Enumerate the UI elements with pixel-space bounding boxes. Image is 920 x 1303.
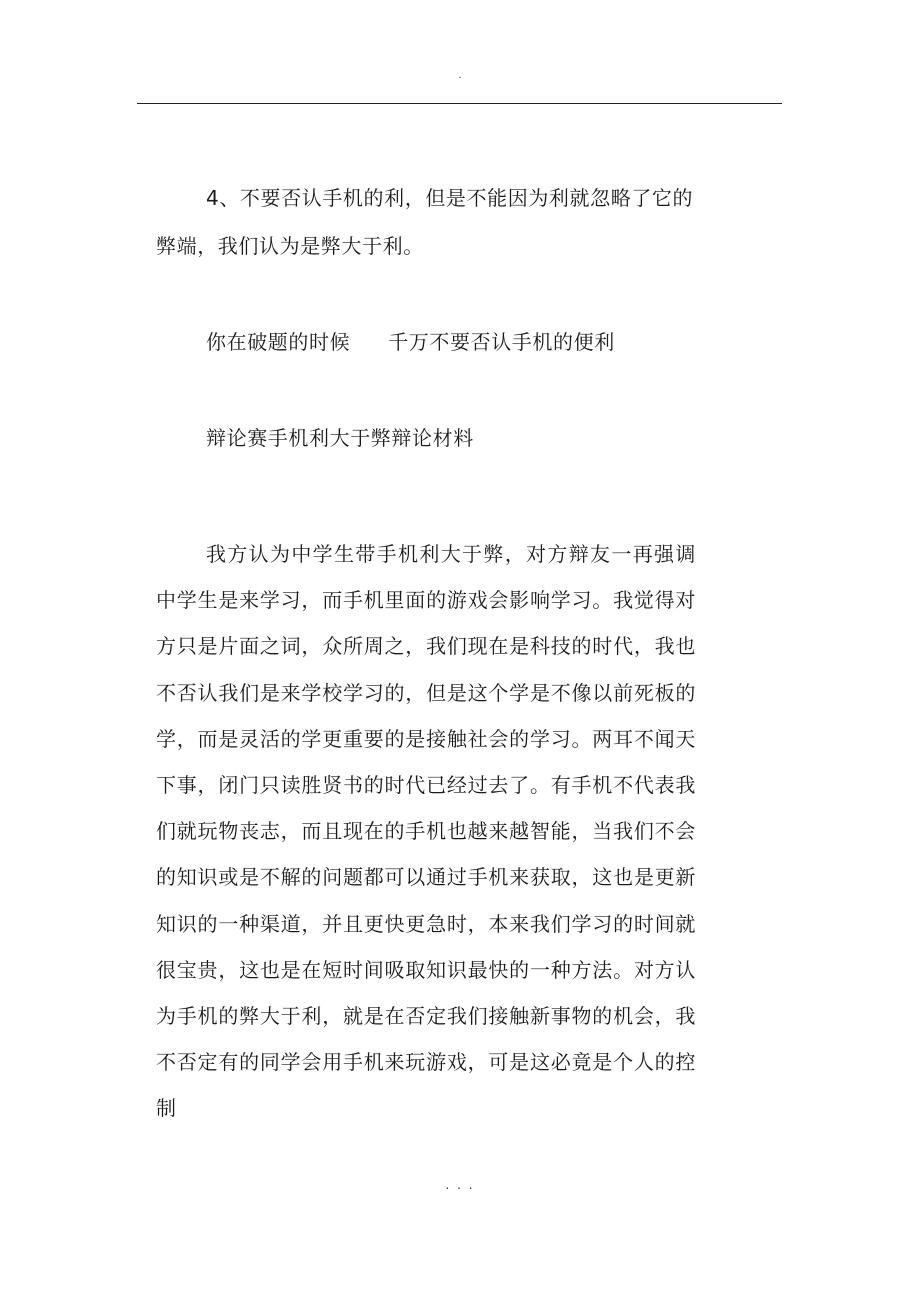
note-line-part-2: 千万不要否认手机的便利 xyxy=(388,330,615,354)
header-divider xyxy=(137,103,782,104)
section-title: 辩论赛手机利大于弊辩论材料 xyxy=(206,426,474,450)
note-line-part-1: 你在破题的时候 xyxy=(206,330,351,354)
footer-mark: . . . xyxy=(445,1178,475,1192)
paragraph-argument: 我方认为中学生带手机利大于弊，对方辩友一再强调中学生是来学习，而手机里面的游戏会影响学习。我觉得对方只是片面之词，众所周之，我们现在是科技的时代，我也不否认我们是来学校学习的，但是这个学是不像以前死板的学，而是灵活的学更重要的是接触社会的学习。两耳不闻天下事，闭门只读胜贤书的时代已经过去了。有手机不代表我们就玩物丧志，而且现在的手机也越来越智能，当我们不会的知识或是不解的问题都可以通过手机来获取，这也是更新知识的一种渠道，并且更快更急时，本来我们学习的时间就很宝贵，这也是在短时间吸取知识最快的一种方法。对方认为手机的弊大于利，就是在否定我们接触新事物的机会，我不否定有的同学会用手机来玩游戏，可是这必竟是个人的控制 xyxy=(156,542,696,1121)
header-mark: . xyxy=(458,70,462,81)
note-line xyxy=(206,322,615,362)
paragraph-point-4: 4、不要否认手机的利，但是不能因为利就忽略了它的弊端，我们认为是弊大于利。 xyxy=(156,186,694,258)
